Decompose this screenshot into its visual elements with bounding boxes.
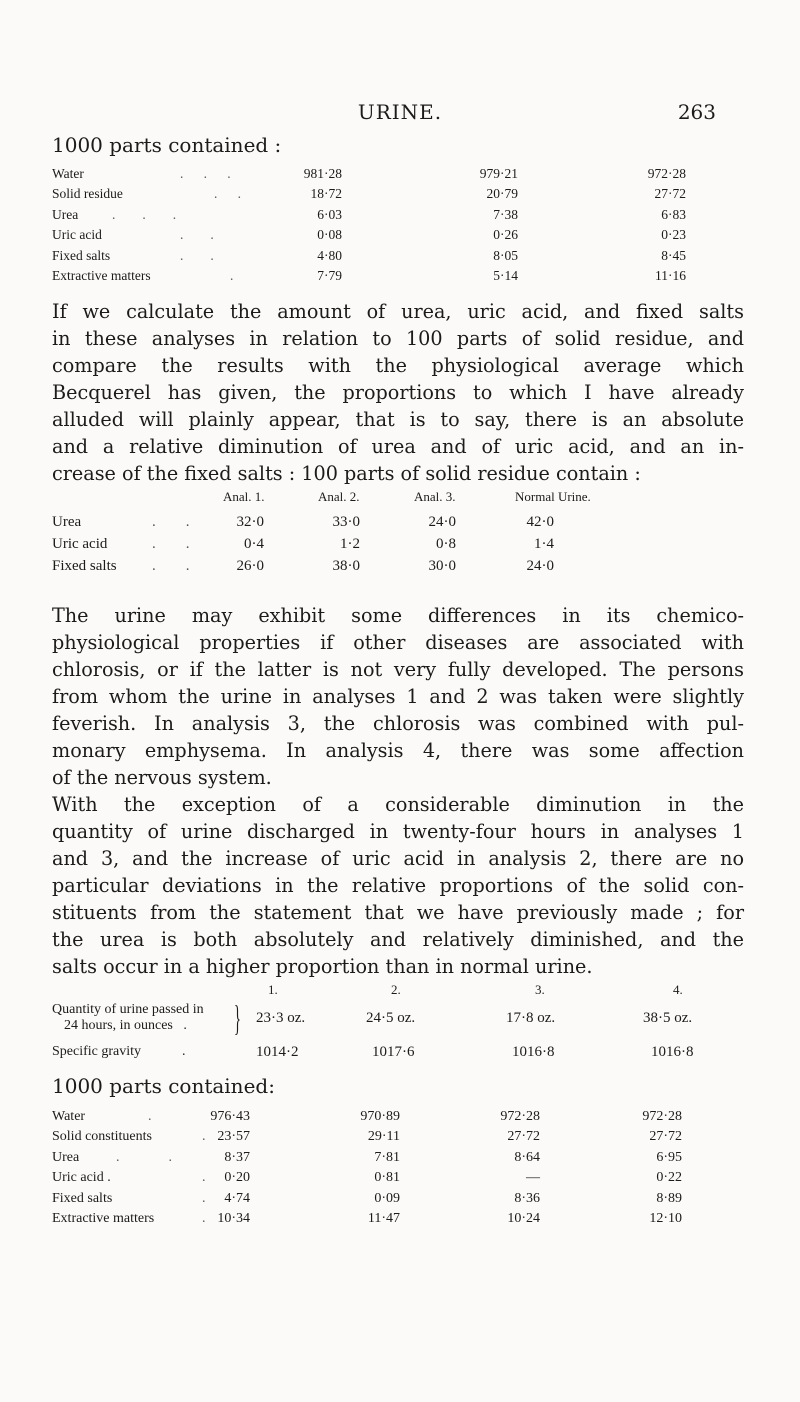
cell: 1016·8: [651, 1044, 694, 1060]
cell: 10·24: [507, 1210, 540, 1226]
cell: 6·03: [317, 206, 342, 222]
text-line: chlorosis, or if the latter is not very fully developed. The persons: [52, 658, 744, 681]
text-line: and 3, and the increase of uric acid in analysis 2, there are no: [52, 847, 744, 870]
cell: 8·64: [514, 1149, 540, 1165]
cell: —: [526, 1170, 540, 1186]
quantity-label-line-2: 24 hours, in ounces .: [64, 1018, 187, 1033]
table-row: [52, 207, 742, 227]
cell: 5·14: [493, 267, 518, 283]
row-label: Urea: [52, 514, 82, 530]
text-line: alluded will plainly appear, that is to say, there is an absolute: [52, 408, 744, 431]
leader-dots: .: [230, 267, 234, 283]
text-line: stituents from the statement that we have previously made ; for: [52, 901, 744, 924]
table-row: [52, 268, 742, 288]
paragraph-2: [52, 602, 744, 791]
row-label: Uric acid .: [52, 1170, 111, 1186]
running-head: [0, 100, 800, 130]
table-row: [52, 1211, 742, 1231]
table-row: [52, 558, 742, 580]
row-label: Extractive matters: [52, 1210, 155, 1226]
cell: 0·08: [317, 227, 342, 243]
cell: 1014·2: [256, 1044, 299, 1060]
column-header: 1.: [268, 982, 278, 997]
cell: 24·5 oz.: [366, 1010, 416, 1026]
cell: 7·81: [374, 1149, 400, 1165]
leader-dots: . .: [152, 514, 190, 530]
table-row: [52, 1150, 742, 1170]
row-label: Water: [52, 166, 84, 181]
cell: 1·4: [534, 536, 554, 552]
cell: 17·8 oz.: [506, 1010, 556, 1026]
row-label: Fixed salts: [52, 1190, 113, 1206]
leader-dots: . .: [180, 227, 214, 243]
text-line: particular deviations in the relative proportions of the solid con-: [52, 874, 744, 897]
cell: 1·2: [340, 536, 360, 552]
text-line: salts occur in a higher proportion than in normal urine.: [52, 955, 593, 978]
text-line: physiological properties if other diseases are associated with: [52, 631, 744, 654]
cell: 29·11: [367, 1129, 400, 1145]
table1-caption: 1000 parts contained :: [52, 133, 282, 157]
leader-dots: . .: [180, 247, 214, 263]
cell: 8·36: [514, 1190, 540, 1206]
column-header: Anal. 1.: [223, 489, 265, 504]
cell: 32·0: [236, 514, 264, 530]
cell: 42·0: [526, 514, 554, 530]
leader-dots: . . .: [112, 206, 177, 222]
table-row: [52, 514, 742, 536]
cell: 10·34: [217, 1210, 250, 1226]
table4: [52, 1109, 742, 1231]
cell: 6·95: [656, 1149, 682, 1165]
page-title: URINE.: [357, 100, 443, 124]
cell: 24·0: [526, 558, 554, 574]
row-label: Uric acid: [52, 227, 102, 243]
cell: 23·3 oz.: [256, 1010, 306, 1026]
leader-dots: .: [202, 1190, 206, 1206]
cell: 0·09: [374, 1190, 400, 1206]
cell: 0·81: [374, 1170, 400, 1186]
text-line: If we calculate the amount of urea, uric acid, and fixed salts: [52, 300, 744, 323]
table-row: [52, 1191, 742, 1211]
cell: 0·26: [493, 227, 518, 243]
text-line: Becquerel has given, the proportions to which I have already: [52, 381, 744, 404]
text-line: the urea is both absolutely and relatively diminished, and the: [52, 928, 744, 951]
cell: 38·0: [332, 558, 360, 574]
leader-dots: . .: [214, 186, 241, 202]
text-line: from whom the urine in analyses 1 and 2 was taken were slightly: [52, 685, 744, 708]
text-line: crease of the fixed salts : 100 parts of solid residue contain :: [52, 462, 641, 485]
column-header: 3.: [535, 982, 545, 997]
text-line: With the exception of a considerable diminution in the: [52, 793, 744, 816]
cell: 27·72: [507, 1129, 540, 1145]
cell: 972·28: [647, 166, 686, 181]
row-label: Solid constituents: [52, 1129, 152, 1145]
table-row: [52, 248, 742, 268]
row-label: Fixed salts: [52, 247, 111, 263]
cell: 27·72: [654, 186, 686, 202]
cell: 0·22: [656, 1170, 682, 1186]
row-label: Water: [52, 1109, 86, 1124]
table4-caption: 1000 parts contained:: [52, 1074, 275, 1098]
text-line: feverish. In analysis 3, the chlorosis was combined with pul-: [52, 712, 744, 735]
cell: 33·0: [332, 514, 360, 530]
cell: 0·20: [224, 1170, 250, 1186]
table-row: [52, 227, 742, 247]
leader-dots: . .: [116, 1149, 172, 1165]
cell: 8·45: [661, 247, 686, 263]
cell: 1016·8: [512, 1044, 555, 1060]
leader-dots: .: [202, 1129, 206, 1145]
cell: 981·28: [303, 166, 342, 181]
row-label: Urea: [52, 1149, 80, 1165]
cell: 6·83: [661, 206, 686, 222]
column-header: Normal Urine.: [515, 489, 591, 504]
text-line: in these analyses in relation to 100 parts of solid residue, and: [52, 327, 744, 350]
row-label: Extractive matters: [52, 267, 151, 283]
cell: 0·23: [661, 227, 686, 243]
cell: 23·57: [217, 1129, 250, 1145]
quantity-label-line-1: Quantity of urine passed in: [52, 1002, 204, 1017]
column-header: Anal. 2.: [318, 489, 360, 504]
brace: }: [234, 998, 241, 1038]
cell: 20·79: [486, 186, 518, 202]
cell: 970·89: [360, 1109, 400, 1124]
cell: 8·89: [656, 1190, 682, 1206]
cell: 7·38: [493, 206, 518, 222]
row-label: Uric acid: [52, 536, 108, 552]
cell: 24·0: [428, 514, 456, 530]
table-row: [52, 1109, 742, 1129]
text-line: The urine may exhibit some differences in its chemico-: [52, 604, 744, 627]
quantity-label: [52, 1002, 204, 1034]
leader-dots: .: [202, 1170, 206, 1186]
cell: 4·80: [317, 247, 342, 263]
table2: [52, 514, 742, 580]
cell: 26·0: [236, 558, 264, 574]
column-header: 4.: [673, 982, 683, 997]
cell: 972·28: [642, 1109, 682, 1124]
leader-dots: . . .: [180, 166, 231, 181]
column-header: Anal. 3.: [414, 489, 456, 504]
leader-dots: .: [182, 1044, 186, 1059]
text-line: compare the results with the physiological average which: [52, 354, 744, 377]
table-row: [52, 1170, 742, 1190]
cell: 0·8: [436, 536, 456, 552]
table-row: [52, 536, 742, 558]
cell: 972·28: [500, 1109, 540, 1124]
table1: [52, 166, 742, 288]
cell: 12·10: [649, 1210, 682, 1226]
cell: 18·72: [310, 186, 342, 202]
cell: 8·37: [224, 1149, 250, 1165]
leader-dots: .: [202, 1210, 206, 1226]
leader-dots: . .: [152, 536, 190, 552]
paragraph-1: [52, 298, 744, 487]
cell: 27·72: [649, 1129, 682, 1145]
cell: 1017·6: [372, 1044, 415, 1060]
text-line: and a relative diminution of urea and of uric acid, and an in-: [52, 435, 744, 458]
leader-dots: .: [148, 1109, 152, 1124]
text-line: monary emphysema. In analysis 4, there was some affection: [52, 739, 744, 762]
table-row: [52, 1129, 742, 1149]
cell: 30·0: [428, 558, 456, 574]
cell: 11·16: [655, 267, 686, 283]
gravity-label: Specific gravity: [52, 1044, 142, 1059]
row-label: Fixed salts: [52, 558, 117, 574]
table-row: [52, 166, 742, 186]
table-row: [52, 186, 742, 206]
row-label: Solid residue: [52, 186, 123, 202]
cell: 7·79: [317, 267, 342, 283]
text-line: of the nervous system.: [52, 766, 272, 789]
cell: 11·47: [367, 1210, 400, 1226]
column-header: 2.: [391, 982, 401, 997]
cell: 0·4: [244, 536, 264, 552]
cell: 976·43: [210, 1109, 250, 1124]
row-label: Urea: [52, 206, 79, 222]
cell: 8·05: [493, 247, 518, 263]
page-number: 263: [677, 100, 716, 124]
text-line: quantity of urine discharged in twenty-four hours in analyses 1: [52, 820, 744, 843]
paragraph-3: [52, 791, 744, 980]
leader-dots: . .: [152, 558, 190, 574]
quantity-label-text: 24 hours, in ounces: [64, 1018, 173, 1033]
cell: 4·74: [224, 1190, 250, 1206]
cell: 38·5 oz.: [643, 1010, 693, 1026]
cell: 979·21: [479, 166, 518, 181]
